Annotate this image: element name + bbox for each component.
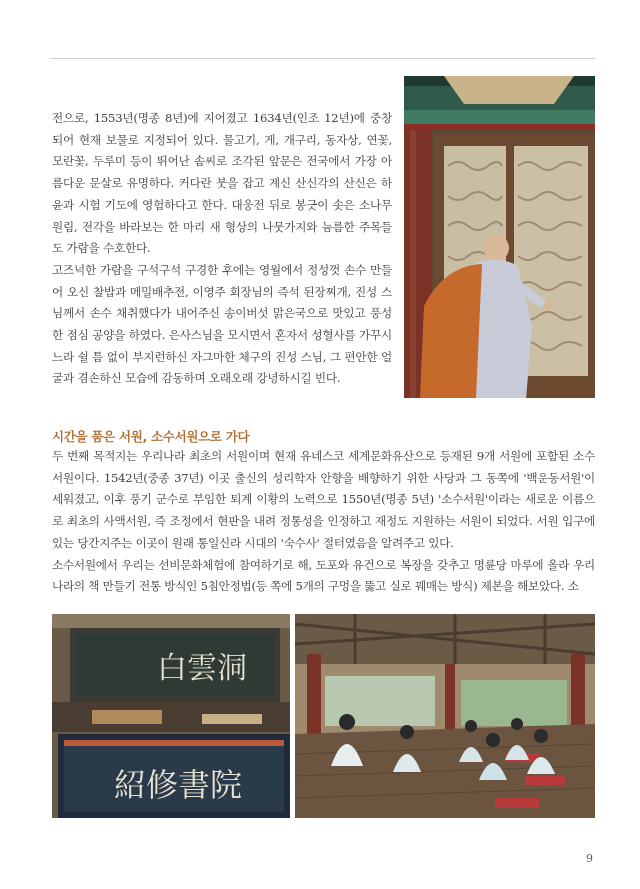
article-text-upper: [52, 108, 392, 390]
paragraph: 두 번째 목적지는 우리나라 최초의 서원이며 현재 유네스코 세계문화유산으로 등재된 9개 서원에 포함된 소수서원이다. 1542년(중종 37년) 이곳 출신의 성리학자 안향을 배향하기 위한 사당과 그 동쪽에 '백운동서원'이 세워졌고, 이후 풍기 군수로 부임한 퇴계 이황의 노력으로 1550년(명종 5년) '소수서원'이라는 새로운 이름으로 최초의 사액서원, 즉 조정에서 현판을 내려 정통성을 인정하고 재정도 지원하는 서원이 되었다. 서원 입구에 있는 당간지주는 이곳이 원래 통일신라 시대의 '숙수사' 절터였음을 알려주고 있다.: [52, 449, 595, 550]
classroom-photo: [295, 614, 595, 818]
signboard-top-text: 白雲洞: [157, 651, 247, 686]
monk-photo: [404, 76, 595, 398]
top-divider: [50, 58, 595, 59]
paragraph: 전으로, 1553년(명종 8년)에 지어졌고 1634년(인조 12년)에 중창되어 현재 보물로 지정되어 있다. 물고기, 게, 개구리, 동자상, 연꽃, 모란꽃, 두루미 등이 뛰어난 솜씨로 조각된 앞문은 전국에서 가장 아름다운 문살로 유명하다. 커다란 붓을 잡고 계신 산신각의 산신은 하윤과 시험 기도에 영험하다고 한다. 대웅전 뒤로 봉긋이 솟은 소나무 원림, 전각을 바라보는 한 마리 새 형상의 나뭇가지와 늠름한 주목들도 가람을 수호한다.: [52, 111, 392, 256]
paragraph: 고즈넉한 가람을 구석구석 구경한 후에는 영월에서 정성껏 손수 만들어 오신 찰밥과 메밀배추전, 이영주 회장님의 즉석 된장찌개, 진성 스님께서 손수 채취했다가 내어주신 송이버섯 맑은국으로 맛있고 풍성한 점심 공양을 하였다. 은사스님을 모시면서 혼자서 성혈사를 가꾸시느라 쉴 틈 없이 부지런하신 자그마한 체구의 진성 스님, 그 편안한 얼굴과 겸손하신 모습에 감동하며 오래오래 강녕하시길 빈다.: [52, 262, 392, 386]
signboard-bottom-text: 紹修書院: [113, 766, 243, 804]
article-text-lower: [52, 446, 595, 598]
signboard-photo: [52, 614, 290, 818]
paragraph: 소수서원에서 우리는 선비문화체험에 참여하기로 해, 도포와 유건으로 복장을 갖추고 명륜당 마루에 올라 우리나라의 책 만들기 전통 방식인 5침안정법(등 쪽에 5개의 구멍을 뚫고 실로 꿰매는 방식) 제본을 해보았다. 소: [52, 557, 595, 594]
section-heading: 시간을 품은 서원, 소수서원으로 가다: [52, 429, 250, 444]
page-number: 9: [586, 852, 593, 865]
